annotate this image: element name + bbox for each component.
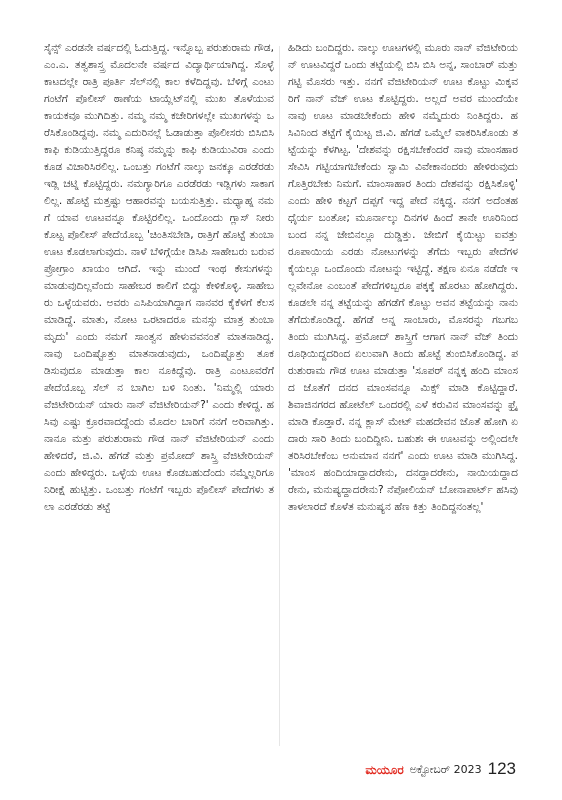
page-footer <box>365 756 516 778</box>
article-column-right <box>288 40 518 516</box>
article-text-right: ಹಿಡಿದು ಬಂದಿದ್ದರು. ನಾಲ್ಕು ಊಟಗಳಲ್ಲಿ ಮೂರು ನಾನ್ ವೆಜಿಟೇರಿಯನ್ ಊಟವಿದ್ದರೆ ಒಂದು ತಟ್ಟೆಯಲ್ಲಿ ಬಿಸಿ ಬಿಸಿ ಅನ್ನ, ಸಾಂಬಾರ್ ಮತ್ತು ಗಟ್ಟಿ ಮೊಸರು ಇತ್ತು. ನನಗೆ ವೆಜಿಟೇರಿಯನ್ ಊಟ ಕೊಟ್ಟು ಮಿಕ್ಕವರಿಗೆ ನಾನ್ ವೆಜ್ ಊಟ ಕೊಟ್ಟಿದ್ದರು. ಅಲ್ಲದೆ ಅವರ ಮುಂದೆಯೇ ನಾವು ಊಟ ಮಾಡಬೇಕೆಂದು ಹೇಳಿ ನಮ್ಮೆದುರು ನಿಂತಿದ್ದರು. ಹಸಿವಿನಿಂದ ತಟ್ಟೆಗೆ ಕೈಯಿಟ್ಟ ಜಿ.ವಿ. ಹೆಗಡೆ ಒಮ್ಮೆಲೆ ವಾಕರಿಸಿಕೊಂಡು ತಟ್ಟೆಯನ್ನು ಕೆಳಗಿಟ್ಟ. 'ದೇಶವನ್ನು ರಕ್ಷಿಸಬೇಕೆಂದರೆ ನಾವು ಮಾಂಸಹಾರ ಸೇವಿಸಿ ಗಟ್ಟಿಯಾಗಬೇಕೆಂದು ಸ್ವಾಮಿ ವಿವೇಕಾನಂದರು ಹೇಳಿರುವುದು ಗೊತ್ತಿರಬೇಕು ನಿಮಗೆ. ಮಾಂಸಾಹಾರ ತಿಂದು ದೇಶವನ್ನು ರಕ್ಷಿಸಿಕೊಳ್ಳಿ' ಎಂದು ಹೇಳಿ ಕಟ್ಟಗೆ ದಪ್ಪಗೆ ಇದ್ದ ಪೇದೆ ನಕ್ಕಿದ್ದ. ನನಗೆ ಅದೆಂತಹ ಧೈರ್ಯ ಬಂತೋ; ಮೂರ್ನಾಲ್ಕು ದಿನಗಳ ಹಿಂದೆ ತಾನೇ ಊರಿನಿಂದ ಬಂದ ನನ್ನ ಜೇಬಿನಲ್ಲೂ ದುಡ್ಡಿತ್ತು. ಜೇಬಿಗೆ ಕೈಯಿಟ್ಟು ಐವತ್ತು ರೂಪಾಯಿಯ ಎರಡು ನೋಟುಗಳನ್ನು ತೆಗೆದು ಇಬ್ಬರು ಪೇದೆಗಳ ಕೈಯಲ್ಲೂ ಒಂದೊಂದು ನೋಟನ್ನು ಇಟ್ಟಿದ್ದೆ. ತಕ್ಷಣ ಏನೂ ನಡೆದೇ ಇಲ್ಲವೇನೋ ಎಂಬಂತೆ ಪೇದೆಗಳಿಬ್ಬರೂ ಪಕ್ಕಕ್ಕೆ ಹೊರಟು ಹೋಗಿದ್ದರು. ಕೂಡಲೇ ನನ್ನ ತಟ್ಟೆಯನ್ನು ಹೆಗಡೆಗೆ ಕೊಟ್ಟು ಅವನ ತಟ್ಟೆಯನ್ನು ನಾನು ತೆಗೆದುಕೊಂಡಿದ್ದೆ. ಹೆಗಡೆ ಅನ್ನ ಸಾಂಬಾರು, ಮೊಸರನ್ನು ಗಬಗಬ ತಿಂದು ಮುಗಿಸಿದ್ದ. ಪ್ರಮೋದ್ ಶಾಸ್ತ್ರಿಗೆ ಆಗಾಗ ನಾನ್ ವೆಜ್ ತಿಂದು ರೂಢಿಯಿದ್ದದರಿಂದ ಏಲುವಾಗಿ ತಿಂದು ಹೊಟ್ಟೆ ತುಂಬಿಸಿಕೊಂಡಿದ್ದ. ಪರುಶುರಾಮ ಗೌಡ ಊಟ ಮಾಡುತ್ತಾ 'ಸೂಪರ್ ನನ್ನಕ್ಕ ಹಂದಿ ಮಾಂಸದ ಜೊತೆಗೆ ದನದ ಮಾಂಸವನ್ನೂ ಮಿಕ್ಸ್ ಮಾಡಿ ಕೊಟ್ಟಿದ್ದಾರೆ. ಶಿವಾಜಿನಗರದ ಹೋಟೆಲ್ ಒಂದರಲ್ಲಿ ಎಳೆ ಕರುವಿನ ಮಾಂಸವನ್ನು ಫ್ರೈ ಮಾಡಿ ಕೊಡ್ತಾರೆ. ನನ್ನ ಕ್ಲಾಸ್ ಮೇಟ್ ಮಹದೇವನ ಜೊತೆ ಹೋಗಿ ಏದಾರು ಸಾರಿ ತಿಂದು ಬಂದಿದ್ದೀನಿ. ಬಹುಶಃ ಈ ಊಟವನ್ನು ಅಲ್ಲಿಂದಲೇ ತರಿಸಿರಬೇಕೆಂಬ ಅನುಮಾನ ನನಗೆ' ಎಂದು ಊಟ ಮಾಡಿ ಮುಗಿಸಿದ್ದ. 'ಮಾಂಸ ಹಂದಿಯಾದ್ದಾದರೇನು, ದನದ್ದಾದರೇನು, ನಾಯಿಯದ್ದಾದರೇನು, ಮನುಷ್ಯದ್ದಾದರೇನು? ನೆಪೋಲಿಯನ್ ಬೋನಾಪಾರ್ಟ್ ಹಸಿವು ತಾಳಲಾರದೆ ಕೊಳೆತ ಮನುಷ್ಯನ ಹೆಣ ಕಿತ್ತು ತಿಂದಿದ್ದನಂತಲ್ಲ' <box>288 42 518 513</box>
page-number: 123 <box>487 759 516 778</box>
article-column-left <box>44 40 274 516</box>
issue-date: ಅಕ್ಟೋಬರ್ 2023 <box>409 763 482 776</box>
magazine-logo: ಮಯೂರ <box>365 763 404 777</box>
article-text-left: ಸೈನ್ಸ್ ಎರಡನೇ ವರ್ಷದಲ್ಲಿ ಓದುತ್ತಿದ್ದ. ಇನ್ನೊಬ್ಬ ಪರುಶುರಾಮ ಗೌಡ, ಎಂ.ಎ. ತತ್ವಶಾಸ್ತ್ರ ಮೊದಲನೇ ವರ್ಷದ ವಿದ್ಯಾರ್ಥಿಯಾಗಿದ್ದ. ಸೊಳ್ಳೆ ಕಾಟದಲ್ಲೇ ರಾತ್ರಿ ಪೂರ್ತಿ ಸೆಲ್‌ನಲ್ಲಿ ಕಾಲ ಕಳೆದಿದ್ದವು. ಬೆಳಿಗ್ಗೆ ಎಂಟು ಗಂಟೆಗೆ ಪೊಲೀಸ್ ಠಾಣೆಯ ಟಾಯ್ಲೆಟ್‌ನಲ್ಲಿ ಮುಖ ತೊಳೆಯುವ ಕಾಯಕವೂ ಮುಗಿದಿತ್ತು. ನಮ್ಮ ನಮ್ಮ ಕಚೇರಿಗಳಲ್ಲೇ ಮುಖಗಳನ್ನು ಒರೆಸಿಕೊಂಡಿದ್ದವು. ನಮ್ಮ ಎದುರಿನಲ್ಲೆ ಓಡಾಡುತ್ತಾ ಪೊಲೀಸರು ಬಿಸಿಬಿಸಿ ಕಾಫಿ ಕುಡಿಯುತ್ತಿದ್ದರೂ ಕನಿಷ್ಠ ನಮ್ಮನ್ನು ಕಾಫಿ ಕುಡಿಯುವಿರಾ ಎಂದು ಕೂಡ ವಿಚಾರಿಸಿರಲಿಲ್ಲ. ಒಂಬತ್ತು ಗಂಟೆಗೆ ನಾಲ್ಕು ಜನಕ್ಕೂ ಎರಡೆರಡು ಇಡ್ಲಿ ಚಟ್ನಿ ಕೊಟ್ಟಿದ್ದರು. ನಮಗ್ಯಾರಿಗೂ ಎರಡೆರಡು ಇಡ್ಲಿಗಳು ಸಾಕಾಗಲಿಲ್ಲ. ಹೊಟ್ಟೆ ಮತ್ತಷ್ಟು ಆಹಾರವನ್ನು ಬಯಸುತ್ತಿತ್ತು. ಮಧ್ಯಾಹ್ನ ನಮಗೆ ಯಾವ ಊಟವನ್ನೂ ಕೊಟ್ಟಿರಲಿಲ್ಲ. ಒಂದೊಂದು ಗ್ಲಾಸ್ ನೀರು ಕೊಟ್ಟ ಪೊಲೀಸ್ ಪೇದೆಯೊಬ್ಬ 'ಚಿಂತಿಸಬೇಡಿ, ರಾತ್ರಿಗೆ ಹೊಟ್ಟೆ ತುಂಬಾ ಊಟ ಕೊಡಲಾಗುವುದು. ನಾಳೆ ಬೆಳಿಗ್ಗೆಯೇ ಡಿಸಿಪಿ ಸಾಹೇಬರು ಬರುವ ಪ್ರೋಗ್ರಾಂ ಖಾಯಂ ಆಗಿದೆ. ಇನ್ನು ಮುಂದೆ ಇಂಥ ಕೇಸುಗಳನ್ನು ಮಾಡುವುದಿಲ್ಲವೆಂದು ಸಾಹೇಬರ ಕಾಲಿಗೆ ಬಿದ್ದು ಕೇಳಿಕೊಳ್ಳಿ. ಸಾಹೇಬರು ಒಳ್ಳೆಯವರು. ಅವರು ಎಸಿಪಿಯಾಗಿದ್ದಾಗ ನಾನವರ ಕೈಕೆಳಗೆ ಕೆಲಸ ಮಾಡಿದ್ದೆ. ಮಾತು, ನೋಟ ಒರಟಾದರೂ ಮನಸ್ಸು ಮಾತ್ರ ತುಂಬಾ ಮೃದು' ಎಂದು ನಮಗೆ ಸಾಂತ್ವನ ಹೇಳುವವನಂತೆ ಮಾತನಾಡಿದ್ದ. ನಾವು ಒಂದಿಷ್ಟೊತ್ತು ಮಾತನಾಡುವುದು, ಒಂದಿಷ್ಟೊತ್ತು ತೂಕಡಿಸುವುದೂ ಮಾಡುತ್ತಾ ಕಾಲ ನೂಕಿದ್ದೆವು. ರಾತ್ರಿ ಎಂಟೂವರೆಗೆ ಪೇದೆಯೊಬ್ಬ ಸೆಲ್ ನ ಬಾಗಿಲ ಬಳಿ ನಿಂತು. 'ನಿಮ್ಮಲ್ಲಿ ಯಾರು ವೆಜಿಟೇರಿಯನ್ ಯಾರು ನಾನ್ ವೆಜಿಟೇರಿಯನ್?' ಎಂದು ಕೇಳಿದ್ದ. ಹಸಿವು ಎಷ್ಟು ಕ್ರೂರವಾದದ್ದೆಂದು ಮೊದಲ ಬಾರಿಗೆ ನನಗೆ ಅರಿವಾಗಿತ್ತು. ನಾನೂ ಮತ್ತು ಪರುಶುರಾಮ ಗೌಡ ನಾನ್ ವೆಜಿಟೇರಿಯನ್ ಎಂದು ಹೇಳಿದರೆ, ಜಿ.ವಿ. ಹೆಗಡೆ ಮತ್ತು ಪ್ರಮೋದ್ ಶಾಸ್ತ್ರಿ ವೆಜಿಟೇರಿಯನ್ ಎಂದು ಹೇಳಿದ್ದರು. ಒಳ್ಳೆಯ ಊಟ ಕೊಡಬಹುದೆಂದು ನಮ್ಮೆಲ್ಲರಿಗೂ ನಿರೀಕ್ಷೆ ಹುಟ್ಟಿತ್ತು. ಒಂಬತ್ತು ಗಂಟೆಗೆ ಇಬ್ಬರು ಪೊಲೀಸ್ ಪೇದೆಗಳು ತಲಾ ಎರಡೆರಡು ತಟ್ಟೆ <box>44 42 274 513</box>
column-divider <box>279 46 280 746</box>
